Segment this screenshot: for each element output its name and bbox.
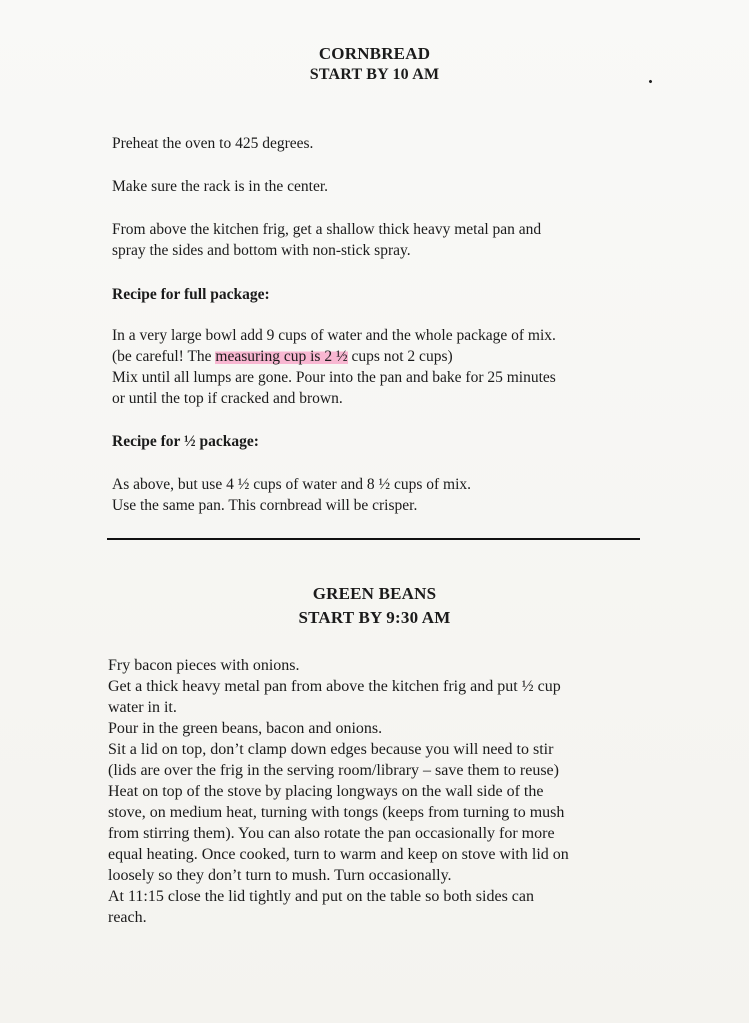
half-package-heading: Recipe for ½ package:: [112, 433, 259, 450]
green-beans-line: Heat on top of the stove by placing longways on the wall side of the: [108, 783, 544, 800]
green-beans-instructions: [108, 655, 653, 928]
full-recipe-line-1: In a very large bowl add 9 cups of water and the whole package of mix.: [112, 327, 556, 344]
full-recipe-line-2-pre: (be careful! The: [112, 348, 216, 365]
half-recipe-line-1: As above, but use 4 ½ cups of water and 8 ½ cups of mix.: [112, 476, 472, 493]
pan-instruction-line-1: From above the kitchen frig, get a shallow thick heavy metal pan and: [112, 221, 542, 238]
full-recipe-line-3: Mix until all lumps are gone. Pour into the pan and bake for 25 minutes: [112, 369, 556, 386]
full-recipe-line-2: [112, 346, 652, 367]
green-beans-line: (lids are over the frig in the serving room/library – save them to reuse): [108, 762, 559, 779]
cornbread-title: CORNBREAD: [318, 44, 431, 63]
preheat-instruction: Preheat the oven to 425 degrees.: [112, 135, 314, 152]
half-recipe-line-2: Use the same pan. This cornbread will be crisper.: [112, 497, 418, 514]
green-beans-line: Sit a lid on top, don’t clamp down edges because you will need to stir: [108, 741, 554, 758]
section-divider: [107, 538, 640, 540]
full-package-heading: Recipe for full package:: [112, 286, 270, 303]
green-beans-line: stove, on medium heat, turning with tongs (keeps from turning to mush: [108, 804, 565, 821]
full-recipe-line-2-post: cups not 2 cups): [347, 348, 453, 365]
green-beans-line: equal heating. Once cooked, turn to warm and keep on stove with lid on: [108, 846, 569, 863]
full-recipe-line-4: or until the top if cracked and brown.: [112, 390, 343, 407]
green-beans-line: Get a thick heavy metal pan from above the kitchen frig and put ½ cup: [108, 678, 561, 695]
rack-instruction: Make sure the rack is in the center.: [112, 178, 329, 195]
highlighted-measuring-cup-note: measuring cup is 2 ½: [215, 348, 348, 365]
green-beans-line: At 11:15 close the lid tightly and put on the table so both sides can: [108, 888, 535, 905]
green-beans-start-time: START BY 9:30 AM: [298, 608, 451, 627]
green-beans-title: GREEN BEANS: [312, 584, 437, 603]
green-beans-line: from stirring them). You can also rotate the pan occasionally for more: [108, 825, 555, 842]
pan-instruction-line-2: spray the sides and bottom with non-stick spray.: [112, 242, 411, 259]
green-beans-line: loosely so they don’t turn to mush. Turn occasionally.: [108, 867, 452, 884]
green-beans-line: Fry bacon pieces with onions.: [108, 657, 300, 674]
full-package-recipe: [112, 325, 652, 409]
green-beans-line: water in it.: [108, 699, 177, 716]
half-package-recipe: [112, 474, 652, 516]
pan-instruction: [112, 219, 652, 261]
green-beans-line: Pour in the green beans, bacon and onions.: [108, 720, 383, 737]
green-beans-line: reach.: [108, 909, 147, 926]
cornbread-start-time: START BY 10 AM: [309, 66, 440, 83]
